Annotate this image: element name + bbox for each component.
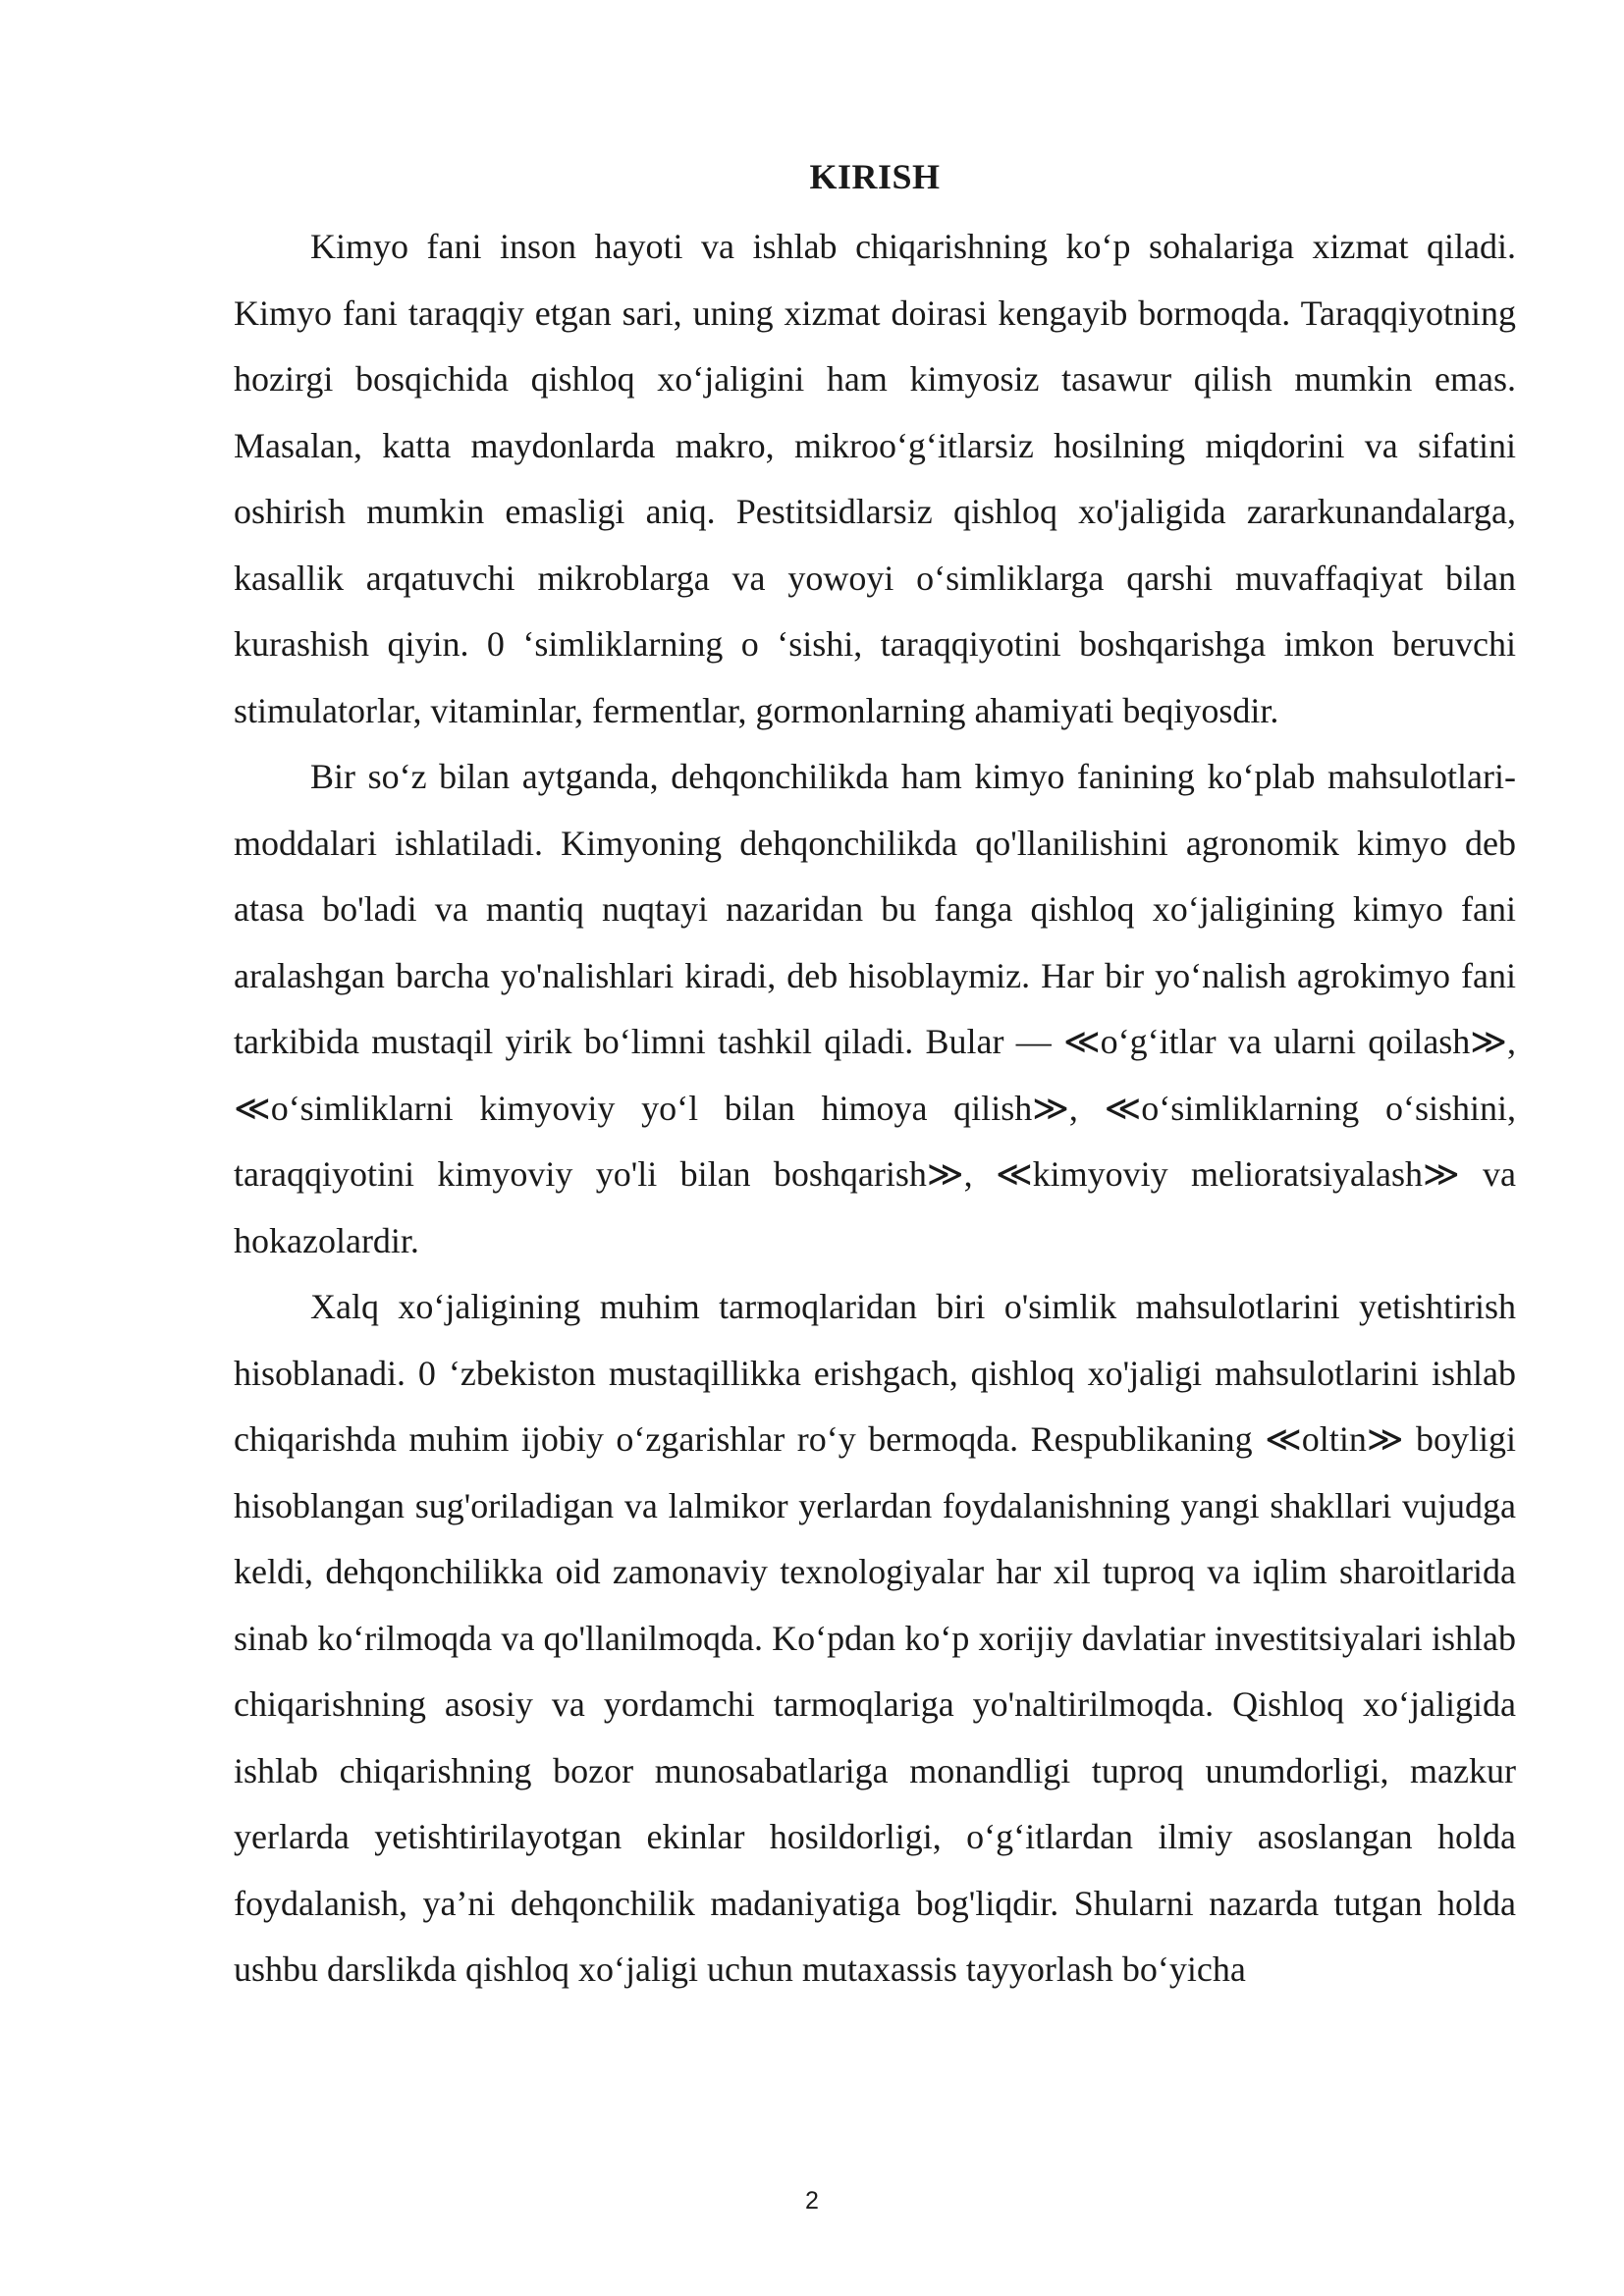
page-number: 2	[805, 2187, 819, 2215]
paragraph-1: Kimyo fani inson hayoti va ishlab chiqarishning ko‘p sohalariga xizmat qiladi. Kimyo fani taraqqiy etgan sari, uning xizmat doirasi kengayib bormoqda. Taraqqiyotning hozirgi bosqichida qishloq xo‘jaligini ham kimyosiz tasawur qilish mumkin emas. Masalan, katta maydonlarda makro, mikroo‘g‘itlarsiz hosilning miqdorini va sifatini oshirish mumkin emasligi aniq. Pestitsidlarsiz qishloq xo'jaligida zararkunandalarga, kasallik arqatuvchi mikroblarga va yowoyi o‘simliklarga qarshi muvaffaqiyat bilan kurashish qiyin. 0 ‘simliklarning o ‘sishi, taraqqiyotini boshqarishga imkon beruvchi stimulatorlar, vitaminlar, fermentlar, gormonlarning ahamiyati beqiyosdir.	[234, 227, 1516, 730]
section-title: KIRISH	[809, 157, 941, 196]
paragraph-2: Bir so‘z bilan aytganda, dehqonchilikda ham kimyo fanining ko‘plab mahsulotlari-moddalari ishlatiladi. Kimyoning dehqonchilikda qo'llanilishini agronomik kimyo deb atasa bo'ladi va mantiq nuqtayi nazaridan bu fanga qishloq xo‘jaligining kimyo fani aralashgan barcha yo'nalishlari kiradi, deb hisoblaymiz. Har bir yo‘nalish agrokimyo fani tarkibida mustaqil yirik bo‘limni tashkil qiladi. Bular — ≪o‘g‘itlar va ularni qoilash≫, ≪o‘simliklarni kimyoviy yo‘l bilan himoya qilish≫, ≪o‘simliklarning o‘sishini, taraqqiyotini kimyoviy yo'li bilan boshqarish≫, ≪kimyoviy melioratsiyalash≫ va hokazolardir.	[234, 757, 1516, 1260]
paragraph-3: Xalq xo‘jaligining muhim tarmoqlaridan biri o'simlik mahsulotlarini yetishtirish hisoblanadi. 0 ‘zbekiston mustaqillikka erishgach, qishloq xo'jaligi mahsulotlarini ishlab chiqarishda muhim ijobiy o‘zgarishlar ro‘y bermoqda. Respublikaning ≪oltin≫ boyligi hisoblangan sug'oriladigan va lalmikor yerlardan foydalanishning yangi shakllari vujudga keldi, dehqonchilikka oid zamonaviy texnologiyalar har xil tuproq va iqlim sharoitlarida sinab ko‘rilmoqda va qo'llanilmoqda. Ko‘pdan ko‘p xorijiy davlatiar investitsiyalari ishlab chiqarishning asosiy va yordamchi tarmoqlariga yo'naltirilmoqda. Qishloq xo‘jaligida ishlab chiqarishning bozor munosabatlariga monandligi tuproq unumdorligi, mazkur yerlarda yetishtirilayotgan ekinlar hosildorligi, o‘g‘itlardan ilmiy asoslangan holda foydalanish, ya’ni dehqonchilik madaniyatiga bog'liqdir. Shularni nazarda tutgan holda ushbu darslikda qishloq xo‘jaligi uchun mutaxassis tayyorlash bo‘yicha	[234, 1287, 1516, 1989]
page-content	[234, 149, 1516, 2003]
